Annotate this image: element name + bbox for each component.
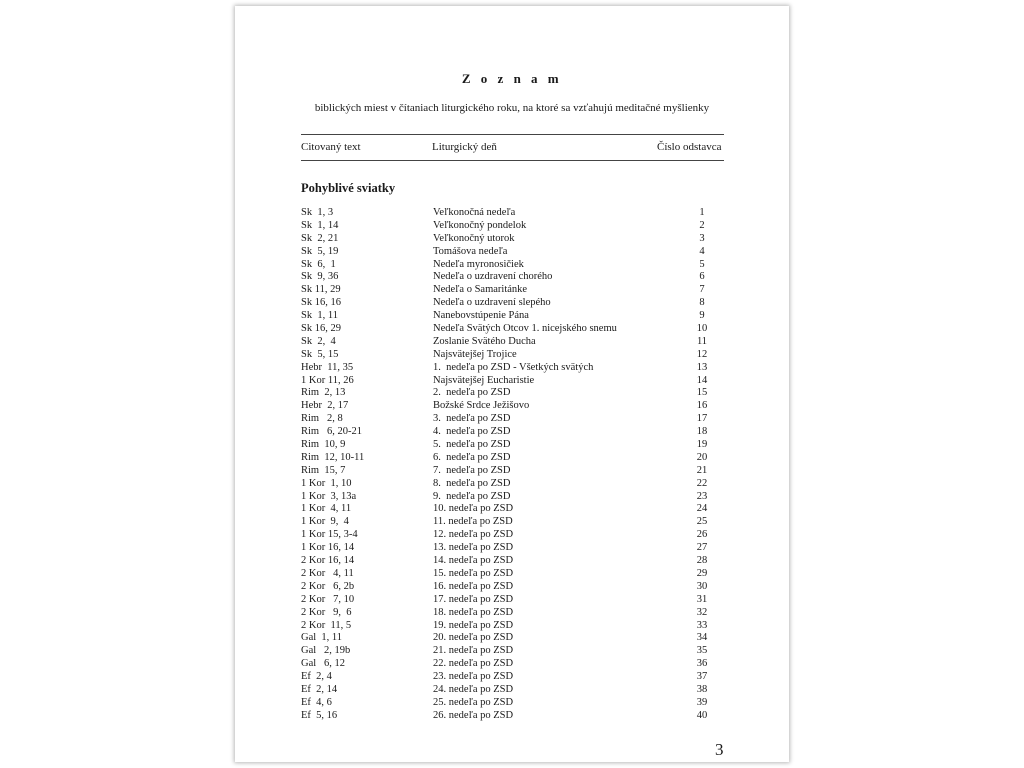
cited-text-cell: 2 Kor 6, 2b [301, 580, 355, 592]
liturgical-day-cell: 17. nedeľa po ZSD [433, 593, 514, 605]
column-header-liturgical-day: Liturgický deň [432, 141, 497, 153]
table-row [235, 478, 789, 491]
paragraph-number-cell: 3 [699, 232, 705, 244]
cited-text-cell: Sk 1, 14 [301, 219, 339, 231]
table-row [235, 684, 789, 697]
cited-text-cell: Ef 2, 14 [301, 683, 338, 695]
liturgical-day-cell: Božské Srdce Ježišovo [433, 400, 530, 412]
table-row [235, 503, 789, 516]
cited-text-cell: 1 Kor 1, 10 [301, 477, 352, 489]
cited-text-cell: Sk 1, 11 [301, 310, 338, 322]
liturgical-day-cell: 23. nedeľa po ZSD [433, 671, 514, 683]
liturgical-day-cell: 20. nedeľa po ZSD [433, 632, 514, 644]
cited-text-cell: Rim 12, 10-11 [301, 451, 365, 463]
table-row [235, 555, 789, 568]
cited-text-cell: Sk 2, 21 [301, 232, 339, 244]
table-row [235, 284, 789, 297]
cited-text-cell: 1 Kor 11, 26 [301, 374, 354, 386]
liturgical-day-cell: 24. nedeľa po ZSD [433, 683, 514, 695]
liturgical-day-cell: 26. nedeľa po ZSD [433, 709, 514, 721]
table-row [235, 220, 789, 233]
cited-text-cell: Sk 5, 15 [301, 348, 339, 360]
cited-text-cell: Ef 4, 6 [301, 696, 332, 708]
liturgical-day-cell: 14. nedeľa po ZSD [433, 555, 514, 567]
table-row [235, 697, 789, 710]
paragraph-number-cell: 20 [696, 451, 708, 463]
paragraph-number-cell: 11 [696, 335, 708, 347]
paragraph-number-cell: 39 [696, 696, 708, 708]
table-row [235, 439, 789, 452]
liturgical-day-cell: 5. nedeľa po ZSD [433, 439, 511, 451]
paragraph-number-cell: 27 [696, 542, 708, 554]
cited-text-cell: Rim 2, 13 [301, 387, 346, 399]
cited-text-cell: Sk 1, 3 [301, 207, 334, 218]
paragraph-number-cell: 31 [696, 593, 708, 605]
table-row [235, 632, 789, 645]
table-row [235, 542, 789, 555]
paragraph-number-cell: 18 [696, 426, 708, 438]
paragraph-number-cell: 6 [699, 271, 705, 283]
liturgical-day-cell: Nedeľa o uzdravení slepého [433, 297, 551, 309]
paragraph-number-cell: 33 [696, 619, 708, 631]
cited-text-cell: 1 Kor 16, 14 [301, 542, 355, 554]
paragraph-number-cell: 24 [696, 503, 708, 515]
liturgical-day-cell: 19. nedeľa po ZSD [433, 619, 514, 631]
table-row [235, 710, 789, 723]
liturgical-day-cell: 12. nedeľa po ZSD [433, 529, 514, 541]
table-row [235, 426, 789, 439]
paragraph-number-cell: 36 [696, 658, 708, 670]
column-header-cited-text: Citovaný text [301, 141, 361, 153]
liturgical-day-cell: 11. nedeľa po ZSD [433, 516, 513, 528]
table-row [235, 323, 789, 336]
cited-text-cell: 2 Kor 11, 5 [301, 619, 352, 631]
cited-text-cell: Hebr 11, 35 [301, 361, 354, 373]
paragraph-number-cell: 14 [696, 374, 708, 386]
paragraph-number-cell: 12 [696, 348, 708, 360]
header-rule-top [301, 134, 724, 135]
cited-text-cell: Ef 2, 4 [301, 671, 332, 683]
table-row [235, 349, 789, 362]
paragraph-number-cell: 8 [699, 297, 705, 309]
cited-text-cell: Gal 2, 19b [301, 645, 351, 657]
liturgical-day-cell: 1. nedeľa po ZSD - Všetkých svätých [433, 361, 594, 373]
cited-text-cell: 2 Kor 4, 11 [301, 567, 354, 579]
liturgical-day-cell: 22. nedeľa po ZSD [433, 658, 514, 670]
liturgical-day-cell: 4. nedeľa po ZSD [433, 426, 511, 438]
paragraph-number-cell: 5 [699, 258, 705, 270]
cited-text-cell: Rim 10, 9 [301, 439, 346, 451]
table-row [235, 491, 789, 504]
paragraph-number-cell: 32 [696, 606, 708, 618]
table-row [235, 452, 789, 465]
paragraph-number-cell: 13 [696, 361, 708, 373]
liturgical-day-cell: Tomášova nedeľa [433, 245, 508, 257]
paragraph-number-cell: 9 [699, 310, 705, 322]
table-row [235, 645, 789, 658]
paragraph-number-cell: 17 [696, 413, 708, 425]
table-row [235, 620, 789, 633]
header-rule-bottom [301, 160, 724, 161]
table-row [235, 375, 789, 388]
table-row [235, 594, 789, 607]
index-table [235, 207, 789, 723]
table-row [235, 658, 789, 671]
cited-text-cell: Sk 16, 29 [301, 323, 341, 335]
liturgical-day-cell: 18. nedeľa po ZSD [433, 606, 514, 618]
paragraph-number-cell: 28 [696, 555, 708, 567]
cited-text-cell: Hebr 2, 17 [301, 400, 349, 412]
cited-text-cell: 1 Kor 4, 11 [301, 503, 352, 515]
paragraph-number-cell: 30 [696, 580, 708, 592]
liturgical-day-cell: Najsvätejšej Eucharistie [433, 374, 535, 386]
liturgical-day-cell: Nedeľa o Samaritánke [433, 284, 528, 296]
liturgical-day-cell: Veľkonočný pondelok [433, 219, 527, 231]
table-row [235, 271, 789, 284]
cited-text-cell: 1 Kor 9, 4 [301, 516, 349, 528]
liturgical-day-cell: Nedeľa Svätých Otcov 1. nicejského snemu [433, 323, 617, 335]
cited-text-cell: 1 Kor 3, 13a [301, 490, 357, 502]
column-header-paragraph-number: Číslo odstavca [657, 141, 722, 153]
liturgical-day-cell: 21. nedeľa po ZSD [433, 645, 514, 657]
cited-text-cell: Gal 6, 12 [301, 658, 346, 670]
liturgical-day-cell: 25. nedeľa po ZSD [433, 696, 514, 708]
cited-text-cell: Sk 16, 16 [301, 297, 341, 309]
liturgical-day-cell: Veľkonočný utorok [433, 232, 515, 244]
paragraph-number-cell: 29 [696, 567, 708, 579]
liturgical-day-cell: Zoslanie Svätého Ducha [433, 335, 536, 347]
cited-text-cell: 1 Kor 15, 3-4 [301, 529, 358, 541]
liturgical-day-cell: 10. nedeľa po ZSD [433, 503, 514, 515]
paragraph-number-cell: 23 [696, 490, 708, 502]
liturgical-day-cell: 2. nedeľa po ZSD [433, 387, 511, 399]
paragraph-number-cell: 37 [696, 671, 708, 683]
paragraph-number-cell: 4 [699, 245, 705, 257]
cited-text-cell: Sk 2, 4 [301, 335, 336, 347]
cited-text-cell: 2 Kor 16, 14 [301, 555, 355, 567]
paragraph-number-cell: 25 [696, 516, 708, 528]
liturgical-day-cell: Nedeľa o uzdravení chorého [433, 271, 553, 283]
table-row [235, 413, 789, 426]
paragraph-number-cell: 10 [696, 323, 708, 335]
paragraph-number-cell: 7 [699, 284, 705, 296]
cited-text-cell: Sk 9, 36 [301, 271, 339, 283]
section-title: Pohyblivé sviatky [301, 181, 396, 195]
liturgical-day-cell: 16. nedeľa po ZSD [433, 580, 514, 592]
liturgical-day-cell: Nedeľa myronosičiek [433, 258, 524, 270]
table-row [235, 246, 789, 259]
liturgical-day-cell: 15. nedeľa po ZSD [433, 567, 514, 579]
paragraph-number-cell: 38 [696, 683, 708, 695]
table-row [235, 671, 789, 684]
cited-text-cell: Rim 15, 7 [301, 464, 346, 476]
paragraph-number-cell: 34 [696, 632, 708, 644]
liturgical-day-cell: 13. nedeľa po ZSD [433, 542, 514, 554]
cited-text-cell: Ef 5, 16 [301, 709, 338, 721]
table-row [235, 362, 789, 375]
cited-text-cell: Sk 5, 19 [301, 245, 339, 257]
paragraph-number-cell: 2 [699, 219, 705, 231]
table-row [235, 465, 789, 478]
table-row [235, 581, 789, 594]
cited-text-cell: Sk 11, 29 [301, 284, 341, 296]
cited-text-cell: 2 Kor 9, 6 [301, 606, 352, 618]
page-subtitle: biblických miest v čítaniach liturgického roku, na ktoré sa vzťahujú meditačné myšlienky [314, 102, 710, 114]
liturgical-day-cell: 9. nedeľa po ZSD [433, 490, 511, 502]
cited-text-cell: Rim 2, 8 [301, 413, 343, 425]
table-row [235, 607, 789, 620]
table-row [235, 233, 789, 246]
document-page [235, 6, 789, 762]
cited-text-cell: Rim 6, 20-21 [301, 426, 362, 438]
table-row [235, 387, 789, 400]
liturgical-day-cell: Najsvätejšej Trojice [433, 348, 517, 360]
paragraph-number-cell: 21 [696, 464, 708, 476]
paragraph-number-cell: 40 [696, 709, 708, 721]
table-row [235, 310, 789, 323]
paragraph-number-cell: 26 [696, 529, 708, 541]
cited-text-cell: Gal 1, 11 [301, 632, 343, 644]
table-row [235, 568, 789, 581]
paragraph-number-cell: 16 [696, 400, 708, 412]
liturgical-day-cell: 7. nedeľa po ZSD [433, 464, 511, 476]
liturgical-day-cell: 8. nedeľa po ZSD [433, 477, 511, 489]
liturgical-day-cell: 6. nedeľa po ZSD [433, 451, 511, 463]
liturgical-day-cell: Nanebovstúpenie Pána [433, 310, 529, 322]
table-row [235, 336, 789, 349]
paragraph-number-cell: 22 [696, 477, 708, 489]
table-row [235, 259, 789, 272]
table-row [235, 516, 789, 529]
table-row [235, 207, 789, 220]
liturgical-day-cell: Veľkonočná nedeľa [433, 207, 516, 218]
table-row [235, 529, 789, 542]
paragraph-number-cell: 19 [696, 439, 708, 451]
page-title: Z o z n a m [461, 71, 563, 86]
cited-text-cell: 2 Kor 7, 10 [301, 593, 355, 605]
liturgical-day-cell: 3. nedeľa po ZSD [433, 413, 511, 425]
page-number: 3 [715, 740, 724, 759]
paragraph-number-cell: 35 [696, 645, 708, 657]
table-row [235, 400, 789, 413]
table-row [235, 297, 789, 310]
paragraph-number-cell: 1 [699, 207, 705, 218]
paragraph-number-cell: 15 [696, 387, 708, 399]
cited-text-cell: Sk 6, 1 [301, 258, 336, 270]
